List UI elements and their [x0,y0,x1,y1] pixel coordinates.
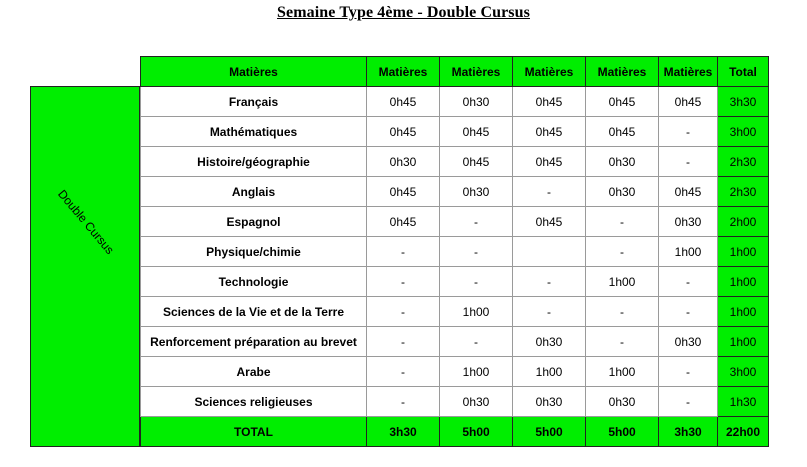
hours-cell: 0h45 [367,177,440,207]
hours-cell: 0h30 [513,327,586,357]
table-row [141,177,769,207]
subject-cell: Histoire/géographie [141,147,367,177]
hours-cell: 0h30 [659,207,718,237]
side-label: Double Cursus [55,187,117,257]
hours-cell: 0h30 [440,177,513,207]
hours-cell: - [659,297,718,327]
hours-cell: - [513,177,586,207]
hours-cell: - [659,147,718,177]
header-cell: Matières [141,57,367,87]
total-cell: 3h30 [718,87,769,117]
total-row-cell: 5h00 [586,417,659,447]
header-cell: Matières [659,57,718,87]
hours-cell: - [440,267,513,297]
hours-cell: - [440,327,513,357]
table-row [141,327,769,357]
hours-cell: - [586,207,659,237]
hours-cell: 1h00 [586,267,659,297]
page-title: Semaine Type 4ème - Double Cursus [277,4,530,21]
hours-cell: 1h00 [586,357,659,387]
total-cell: 3h00 [718,357,769,387]
hours-cell: 0h45 [367,87,440,117]
hours-cell: 0h45 [440,117,513,147]
hours-cell: - [659,357,718,387]
double-cursus-side-panel [30,86,140,447]
subject-cell: Physique/chimie [141,237,367,267]
hours-cell: 0h30 [586,177,659,207]
hours-cell: - [586,237,659,267]
subject-cell: Renforcement préparation au brevet [141,327,367,357]
total-cell: 1h00 [718,297,769,327]
total-cell: 2h00 [718,207,769,237]
hours-cell: 0h45 [513,87,586,117]
subject-cell: Technologie [141,267,367,297]
header-cell: Matières [367,57,440,87]
hours-cell: 0h45 [367,207,440,237]
hours-cell: - [367,357,440,387]
total-cell: 1h00 [718,237,769,267]
hours-cell: - [586,327,659,357]
table-row [141,87,769,117]
total-cell: 3h00 [718,117,769,147]
grand-total-cell: 22h00 [718,417,769,447]
hours-cell: - [659,267,718,297]
hours-cell: 1h00 [440,357,513,387]
hours-cell: 0h45 [513,207,586,237]
total-cell: 1h00 [718,267,769,297]
hours-cell: - [586,297,659,327]
subject-cell: Anglais [141,177,367,207]
table-row [141,267,769,297]
subject-cell: Arabe [141,357,367,387]
hours-cell: 1h00 [659,237,718,267]
header-cell: Matières [440,57,513,87]
hours-cell: 1h00 [440,297,513,327]
subject-cell: Français [141,87,367,117]
hours-cell: 0h45 [513,117,586,147]
header-row [141,57,769,87]
hours-cell: 0h45 [659,87,718,117]
total-cell: 1h30 [718,387,769,417]
total-row-cell: 3h30 [659,417,718,447]
hours-cell: 0h45 [440,147,513,177]
total-row-label: TOTAL [141,417,367,447]
hours-cell: - [659,387,718,417]
hours-cell: - [367,297,440,327]
hours-cell: - [367,237,440,267]
schedule-table [140,56,769,447]
hours-cell: 0h45 [367,117,440,147]
total-row [141,417,769,447]
table-row [141,117,769,147]
hours-cell: 0h30 [586,147,659,177]
header-cell: Matières [513,57,586,87]
subject-cell: Sciences de la Vie et de la Terre [141,297,367,327]
table-row [141,387,769,417]
total-row-cell: 5h00 [440,417,513,447]
hours-cell: 0h45 [586,87,659,117]
hours-cell: 0h45 [586,117,659,147]
hours-cell: 0h30 [513,387,586,417]
hours-cell: 0h45 [513,147,586,177]
hours-cell: - [513,267,586,297]
hours-cell [513,237,586,267]
hours-cell: 0h30 [440,387,513,417]
hours-cell: 0h30 [367,147,440,177]
table-row [141,297,769,327]
subject-cell: Sciences religieuses [141,387,367,417]
table-row [141,237,769,267]
header-cell: Matières [586,57,659,87]
total-row-cell: 5h00 [513,417,586,447]
total-cell: 2h30 [718,147,769,177]
hours-cell: - [659,117,718,147]
subject-cell: Espagnol [141,207,367,237]
hours-cell: 0h30 [440,87,513,117]
hours-cell: - [367,327,440,357]
hours-cell: 1h00 [513,357,586,387]
table-row [141,147,769,177]
total-cell: 1h00 [718,327,769,357]
hours-cell: 0h30 [586,387,659,417]
subject-cell: Mathématiques [141,117,367,147]
header-cell: Total [718,57,769,87]
hours-cell: - [367,267,440,297]
total-cell: 2h30 [718,177,769,207]
hours-cell: 0h45 [659,177,718,207]
hours-cell: - [440,207,513,237]
hours-cell: - [513,297,586,327]
table-row [141,207,769,237]
hours-cell: - [367,387,440,417]
hours-cell: 0h30 [659,327,718,357]
table-row [141,357,769,387]
hours-cell: - [440,237,513,267]
total-row-cell: 3h30 [367,417,440,447]
